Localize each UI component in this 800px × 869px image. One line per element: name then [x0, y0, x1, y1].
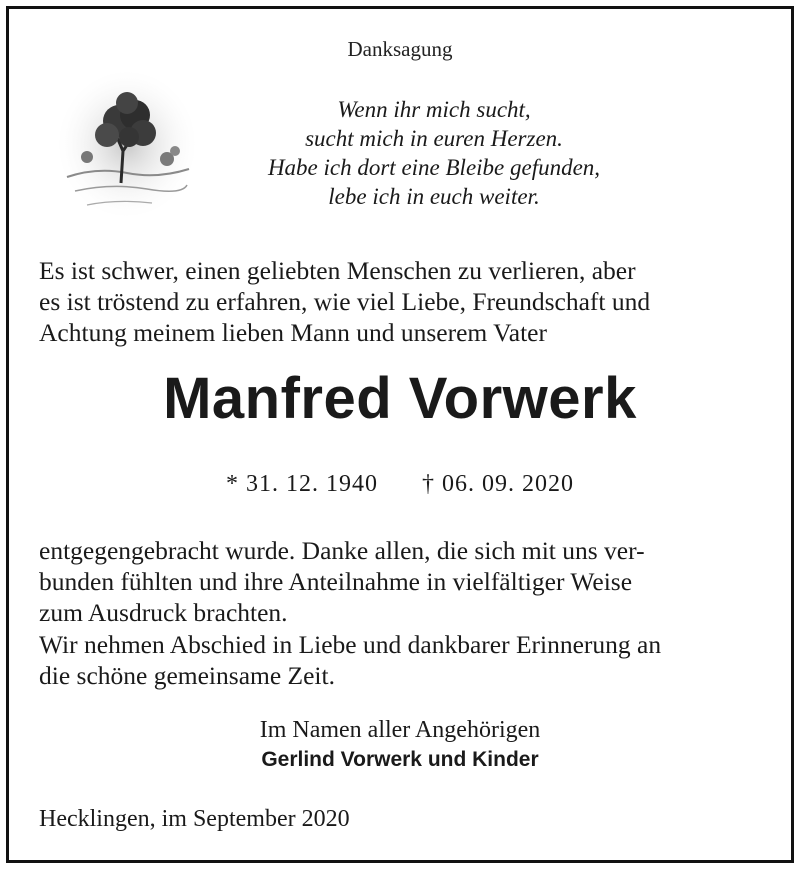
poem	[209, 95, 659, 211]
poem-line: sucht mich in euren Herzen.	[305, 126, 563, 151]
obituary-card	[6, 6, 794, 863]
thanks-paragraph	[39, 535, 767, 628]
intro-line: es ist tröstend zu erfahren, wie viel Liebe, Freundschaft und	[39, 287, 651, 316]
signature-line: Im Namen aller Angehörigen	[259, 717, 541, 743]
poem-line: Habe ich dort eine Bleibe gefunden,	[267, 155, 601, 180]
thanks-line: zum Ausdruck brachten.	[39, 598, 288, 627]
farewell-paragraph	[39, 629, 767, 691]
death-date: † 06. 09. 2020	[422, 471, 574, 497]
tree-illustration	[57, 59, 197, 219]
deceased-name: Manfred Vorwerk	[163, 366, 637, 431]
farewell-line: Wir nehmen Abschied in Liebe und dankbarer Erinnerung an	[39, 630, 662, 659]
place-date: Hecklingen, im September 2020	[39, 806, 350, 832]
heading: Danksagung	[347, 37, 453, 61]
intro-paragraph	[39, 255, 767, 348]
life-dates	[9, 471, 791, 498]
family-names: Gerlind Vorwerk und Kinder	[261, 748, 539, 771]
poem-line: lebe ich in euch weiter.	[328, 184, 540, 209]
signature-block	[9, 715, 791, 775]
farewell-line: die schöne gemeinsame Zeit.	[39, 661, 335, 690]
thanks-line: bunden fühlten und ihre Anteilnahme in vielfältiger Weise	[39, 567, 633, 596]
intro-line: Es ist schwer, einen geliebten Menschen zu verlieren, aber	[39, 256, 636, 285]
thanks-line: entgegengebracht wurde. Danke allen, die sich mit uns ver-	[39, 536, 645, 565]
birth-date: * 31. 12. 1940	[226, 471, 378, 497]
intro-line: Achtung meinem lieben Mann und unserem Vater	[39, 318, 547, 347]
poem-line: Wenn ihr mich sucht,	[337, 97, 531, 122]
